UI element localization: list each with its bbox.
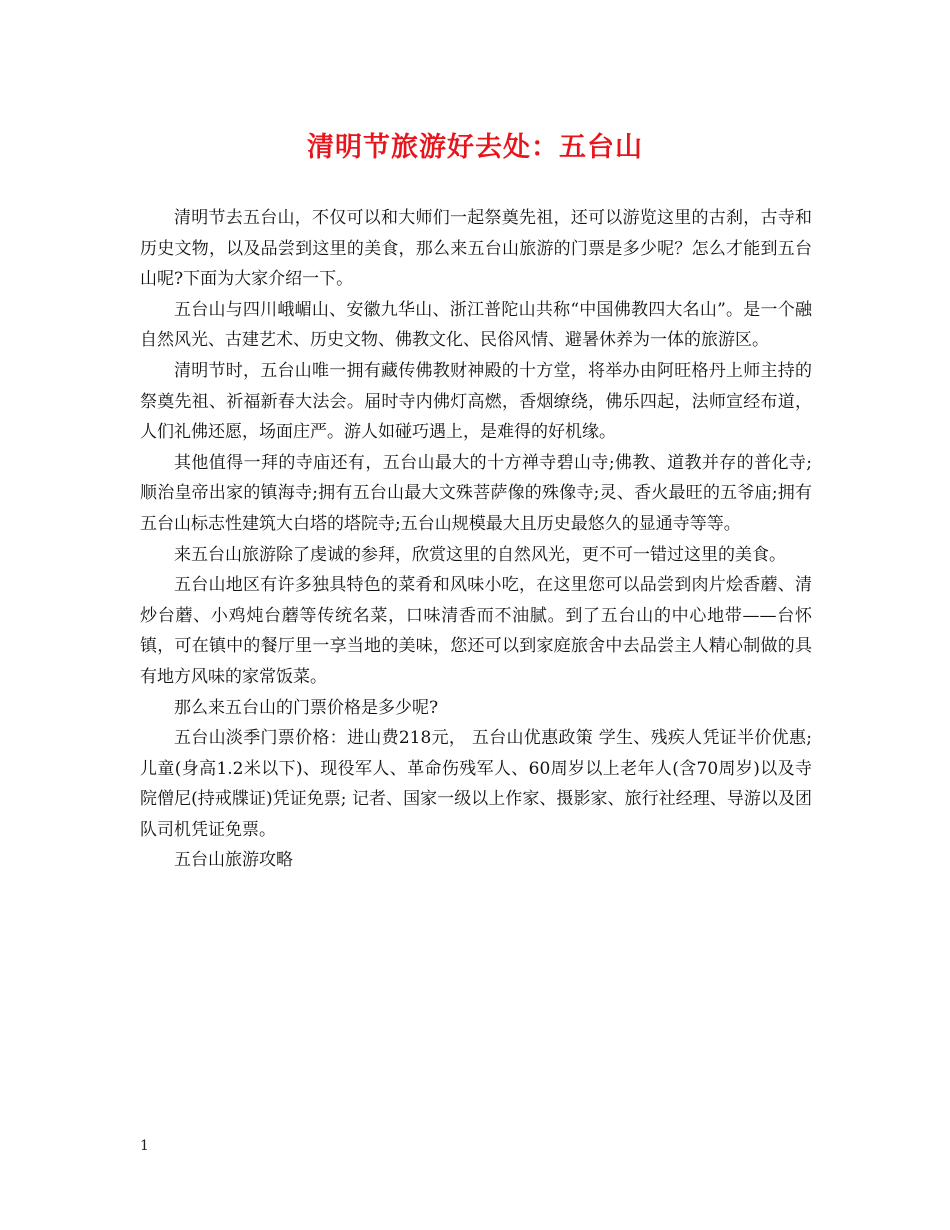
paragraph: 清明节时，五台山唯一拥有藏传佛教财神殿的十方堂，将举办由阿旺格丹上师主持的祭奠先祖、祈福新春大法会。届时寺内佛灯高燃，香烟缭绕，佛乐四起，法师宣经布道，人们礼佛还愿，场面庄严。游人如碰巧遇上，是难得的好机缘。 <box>140 360 812 443</box>
paragraph: 清明节去五台山，不仅可以和大师们一起祭奠先祖，还可以游览这里的古刹，古寺和历史文物，以及品尝到这里的美食，那么来五台山旅游的门票是多少呢？怎么才能到五台山呢?下面为大家介绍一下。 <box>140 208 812 290</box>
paragraph: 那么来五台山的门票价格是多少呢? <box>174 697 439 718</box>
paragraph: 五台山旅游攻略 <box>174 850 293 871</box>
document-title: 清明节旅游好去处：五台山 <box>307 132 643 163</box>
paragraph: 其他值得一拜的寺庙还有，五台山最大的十方禅寺碧山寺;佛教、道教并存的普化寺;顺治皇帝出家的镇海寺;拥有五台山最大文殊菩萨像的殊像寺;灵、香火最旺的五爷庙;拥有五台山标志性建筑大白塔的塔院寺;五台山规模最大且历史最悠久的显通寺等等。 <box>140 452 812 534</box>
paragraph: 五台山地区有许多独具特色的菜肴和风味小吃，在这里您可以品尝到肉片烩香蘑、清炒台蘑、小鸡炖台蘑等传统名菜，口味清香而不油腻。到了五台山的中心地带——台怀镇，可在镇中的餐厅里一享当地的美味，您还可以到家庭旅舍中去品尝主人精心制做的具有地方风味的家常饭菜。 <box>140 575 812 687</box>
page-number: 1 <box>140 1138 149 1154</box>
document-body <box>140 203 812 876</box>
paragraph: 五台山淡季门票价格：进山费218元， 五台山优惠政策 学生、残疾人凭证半价优惠; 儿童(身高1.2米以下)、现役军人、革命伤残军人、60周岁以上老年人(含70周岁)以及寺院僧尼(持戒牒证)凭证免票; 记者、国家一级以上作家、摄影家、旅行社经理、导游以及团队司机凭证免票。 <box>140 728 812 840</box>
paragraph: 来五台山旅游除了虔诚的参拜，欣赏这里的自然风光，更不可一错过这里的美食。 <box>174 544 786 565</box>
paragraph: 五台山与四川峨嵋山、安徽九华山、浙江普陀山共称“中国佛教四大名山”。是一个融自然风光、古建艺术、历史文物、佛教文化、民俗风情、避暑休养为一体的旅游区。 <box>140 299 812 351</box>
